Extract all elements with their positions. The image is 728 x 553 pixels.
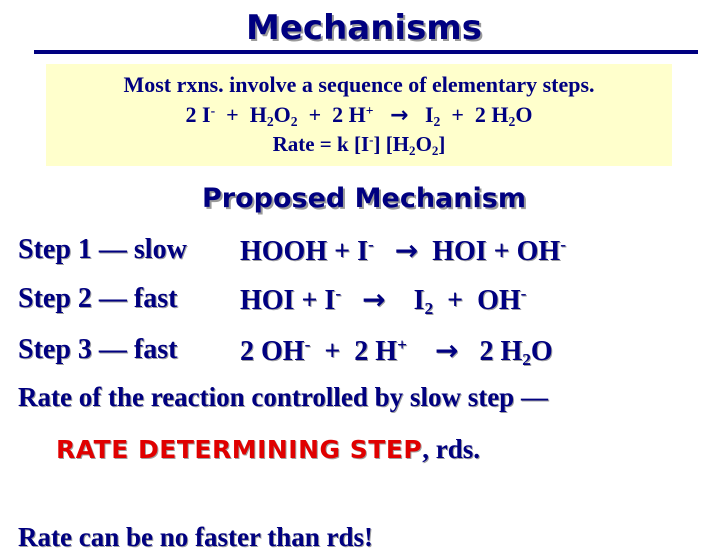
- step-1-equation: HOOH + I- → HOI + OH-: [240, 234, 566, 267]
- summary-box: [46, 64, 672, 166]
- box-intro-text: Most rxns. involve a sequence of elementary steps.: [123, 72, 595, 97]
- reaction-arrow-icon: →: [434, 334, 459, 367]
- rds-abbrev: , rds.: [422, 434, 480, 464]
- step-3-equation: 2 OH- + 2 H+ → 2 $H_2O$: [240, 334, 553, 370]
- step-2-equation: HOI + I- → $I_2 + OH^-$: [240, 283, 527, 319]
- slide-title: Mechanisms: [246, 8, 482, 48]
- rate-law: Rate = k [I-] $[H_2O_2]$: [272, 131, 446, 158]
- rate-controlled-text: Rate of the reaction controlled by slow step —: [18, 382, 548, 412]
- step-2-label: Step 2 — fast: [18, 283, 178, 314]
- proposed-mechanism-heading: Proposed Mechanism: [202, 183, 526, 214]
- reaction-arrow-icon: →: [362, 283, 386, 316]
- rate-limit-text: Rate can be no faster than rds!: [18, 522, 373, 552]
- reaction-arrow-icon: →: [390, 103, 409, 128]
- reaction-arrow-icon: →: [394, 234, 419, 267]
- overall-equation: 2 $I^- + H_2O_2 + 2$ H+ → $I_2 + 2$ $H_2O$: [185, 102, 533, 130]
- title-underline: [34, 50, 698, 54]
- rds-highlight: RATE DETERMINING STEP: [56, 435, 423, 464]
- rds-line: [56, 434, 480, 465]
- step-3-label: Step 3 — fast: [18, 334, 178, 365]
- step-1-label: Step 1 — slow: [18, 234, 187, 265]
